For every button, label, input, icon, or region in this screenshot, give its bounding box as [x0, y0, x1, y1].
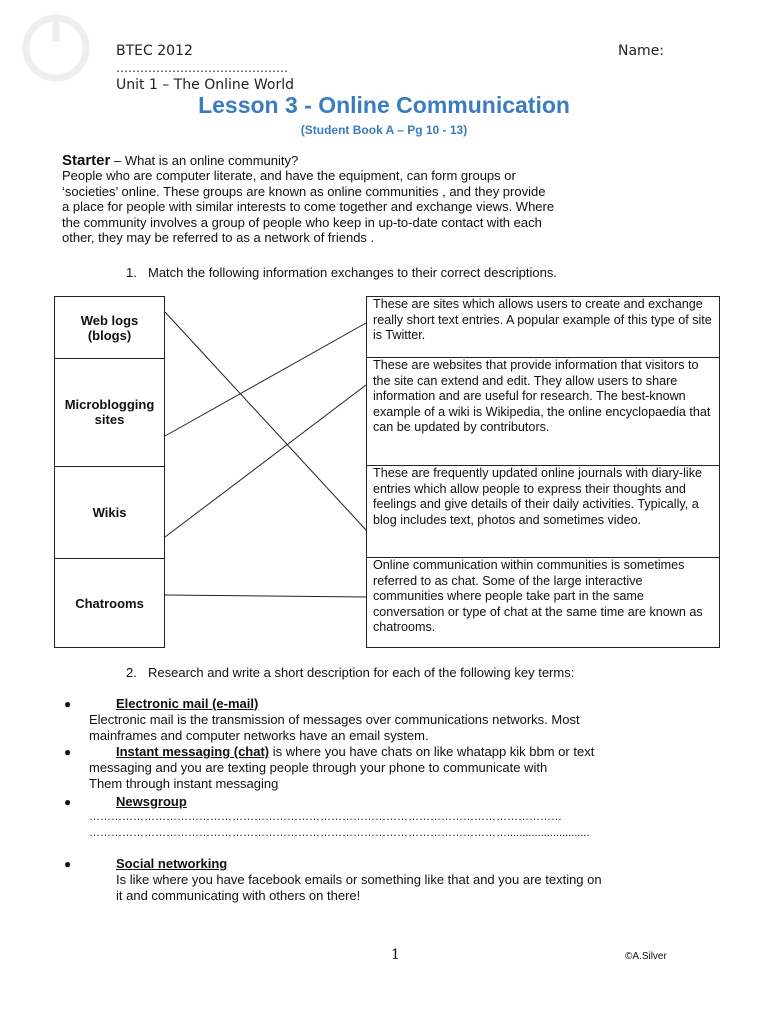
question-1-number: 1. [126, 265, 137, 280]
copyright: ©A.Silver [625, 951, 667, 962]
term-label: Wikis [92, 504, 127, 520]
term-label: Microblogging sites [64, 397, 155, 427]
description-line: it and communicating with others on there! [116, 888, 361, 903]
description-line: Is like where you have facebook emails or something like that and you are texting on [116, 872, 602, 887]
question-1-text: Match the following information exchanges to their correct descriptions. [148, 265, 557, 280]
name-label: Name: [618, 43, 665, 59]
term-im-rest: is where you have chats on like whatapp kik bbm or text [269, 744, 595, 759]
answer-dots: ……………………………………………………………………………………………………........................... [89, 827, 590, 839]
page-number: 1 [391, 947, 400, 963]
bullet-icon: ● [64, 795, 72, 809]
description-box: These are frequently updated online journals with diary-like entries which allow people to express their thoughts and feelings and give details of their daily activities. Typically, a blog includes text, photos and sometimes video. [367, 466, 719, 558]
description-line: mainframes and computer networks have an email system. [89, 728, 429, 743]
starter-line: a place for people with similar interests to come together and exchange views. Where [62, 199, 555, 215]
term-email-description [89, 712, 580, 744]
match-line-wikis [165, 385, 366, 537]
page-subtitle: (Student Book A – Pg 10 - 13) [300, 123, 468, 137]
answer-dots: ………………………………………………………………………………………………………………… [89, 811, 562, 823]
term-social-description [116, 872, 602, 904]
term-im-description [89, 760, 547, 792]
starter-heading: Starter [62, 152, 111, 169]
description-box: These are websites that provide information that visitors to the site can extend and edit. They allow users to share information and are useful for research. The best-known example of a wiki is Wikipedia, the online encyclopaedia that can be updated by contributors. [367, 358, 719, 466]
description-line: Electronic mail is the transmission of messages over communications networks. Most [89, 712, 580, 727]
starter-line: ‘societies’ online. These groups are known as online communities , and they provide [62, 183, 546, 199]
name-blank: ……………………………………. [116, 61, 288, 75]
term-social: Social networking [116, 856, 228, 871]
starter-line: People who are computer literate, and have the equipment, can form groups or [62, 168, 516, 184]
course-label: BTEC 2012 [116, 43, 193, 59]
term-label: Chatrooms [75, 596, 144, 611]
description-box: Online communication within communities is sometimes referred to as chat. Some of the large interactive communities where people take part in the same conversation or type of chat at the same time are known as chatrooms. [373, 558, 703, 635]
term-newsgroup: Newsgroup [116, 794, 187, 809]
description-line: Them through instant messaging [89, 776, 279, 791]
starter-line: other, they may be referred to as a network of friends . [62, 230, 375, 246]
description-box: These are sites which allows users to create and exchange really short text entries. A popular example of this type of site is Twitter. [367, 297, 719, 358]
match-line-chatrooms [165, 595, 366, 597]
term-label: Web logs (blogs) [80, 312, 139, 343]
unit-label: Unit 1 – The Online World [116, 77, 294, 93]
match-line-microblogging [165, 323, 366, 436]
starter-question: – What is an online community? [110, 153, 299, 168]
question-2-number: 2. [126, 665, 137, 680]
question-2-text: Research and write a short description for each of the following key terms: [148, 665, 575, 680]
description-line: messaging and you are texting people through your phone to communicate with [89, 760, 548, 775]
term-im: Instant messaging (chat) [116, 744, 270, 759]
term-email: Electronic mail (e-mail) [116, 696, 259, 711]
bullet-icon: ● [64, 857, 72, 871]
question-2 [126, 665, 574, 680]
term-im-line [116, 744, 594, 760]
starter-line: the community involves a group of people who keep in up-to-date contact with each [62, 214, 542, 230]
match-line-blogs [165, 312, 366, 530]
bullet-icon: ● [64, 697, 72, 711]
page-title: Lesson 3 - Online Communication [198, 92, 570, 118]
bullet-icon: ● [64, 745, 72, 759]
